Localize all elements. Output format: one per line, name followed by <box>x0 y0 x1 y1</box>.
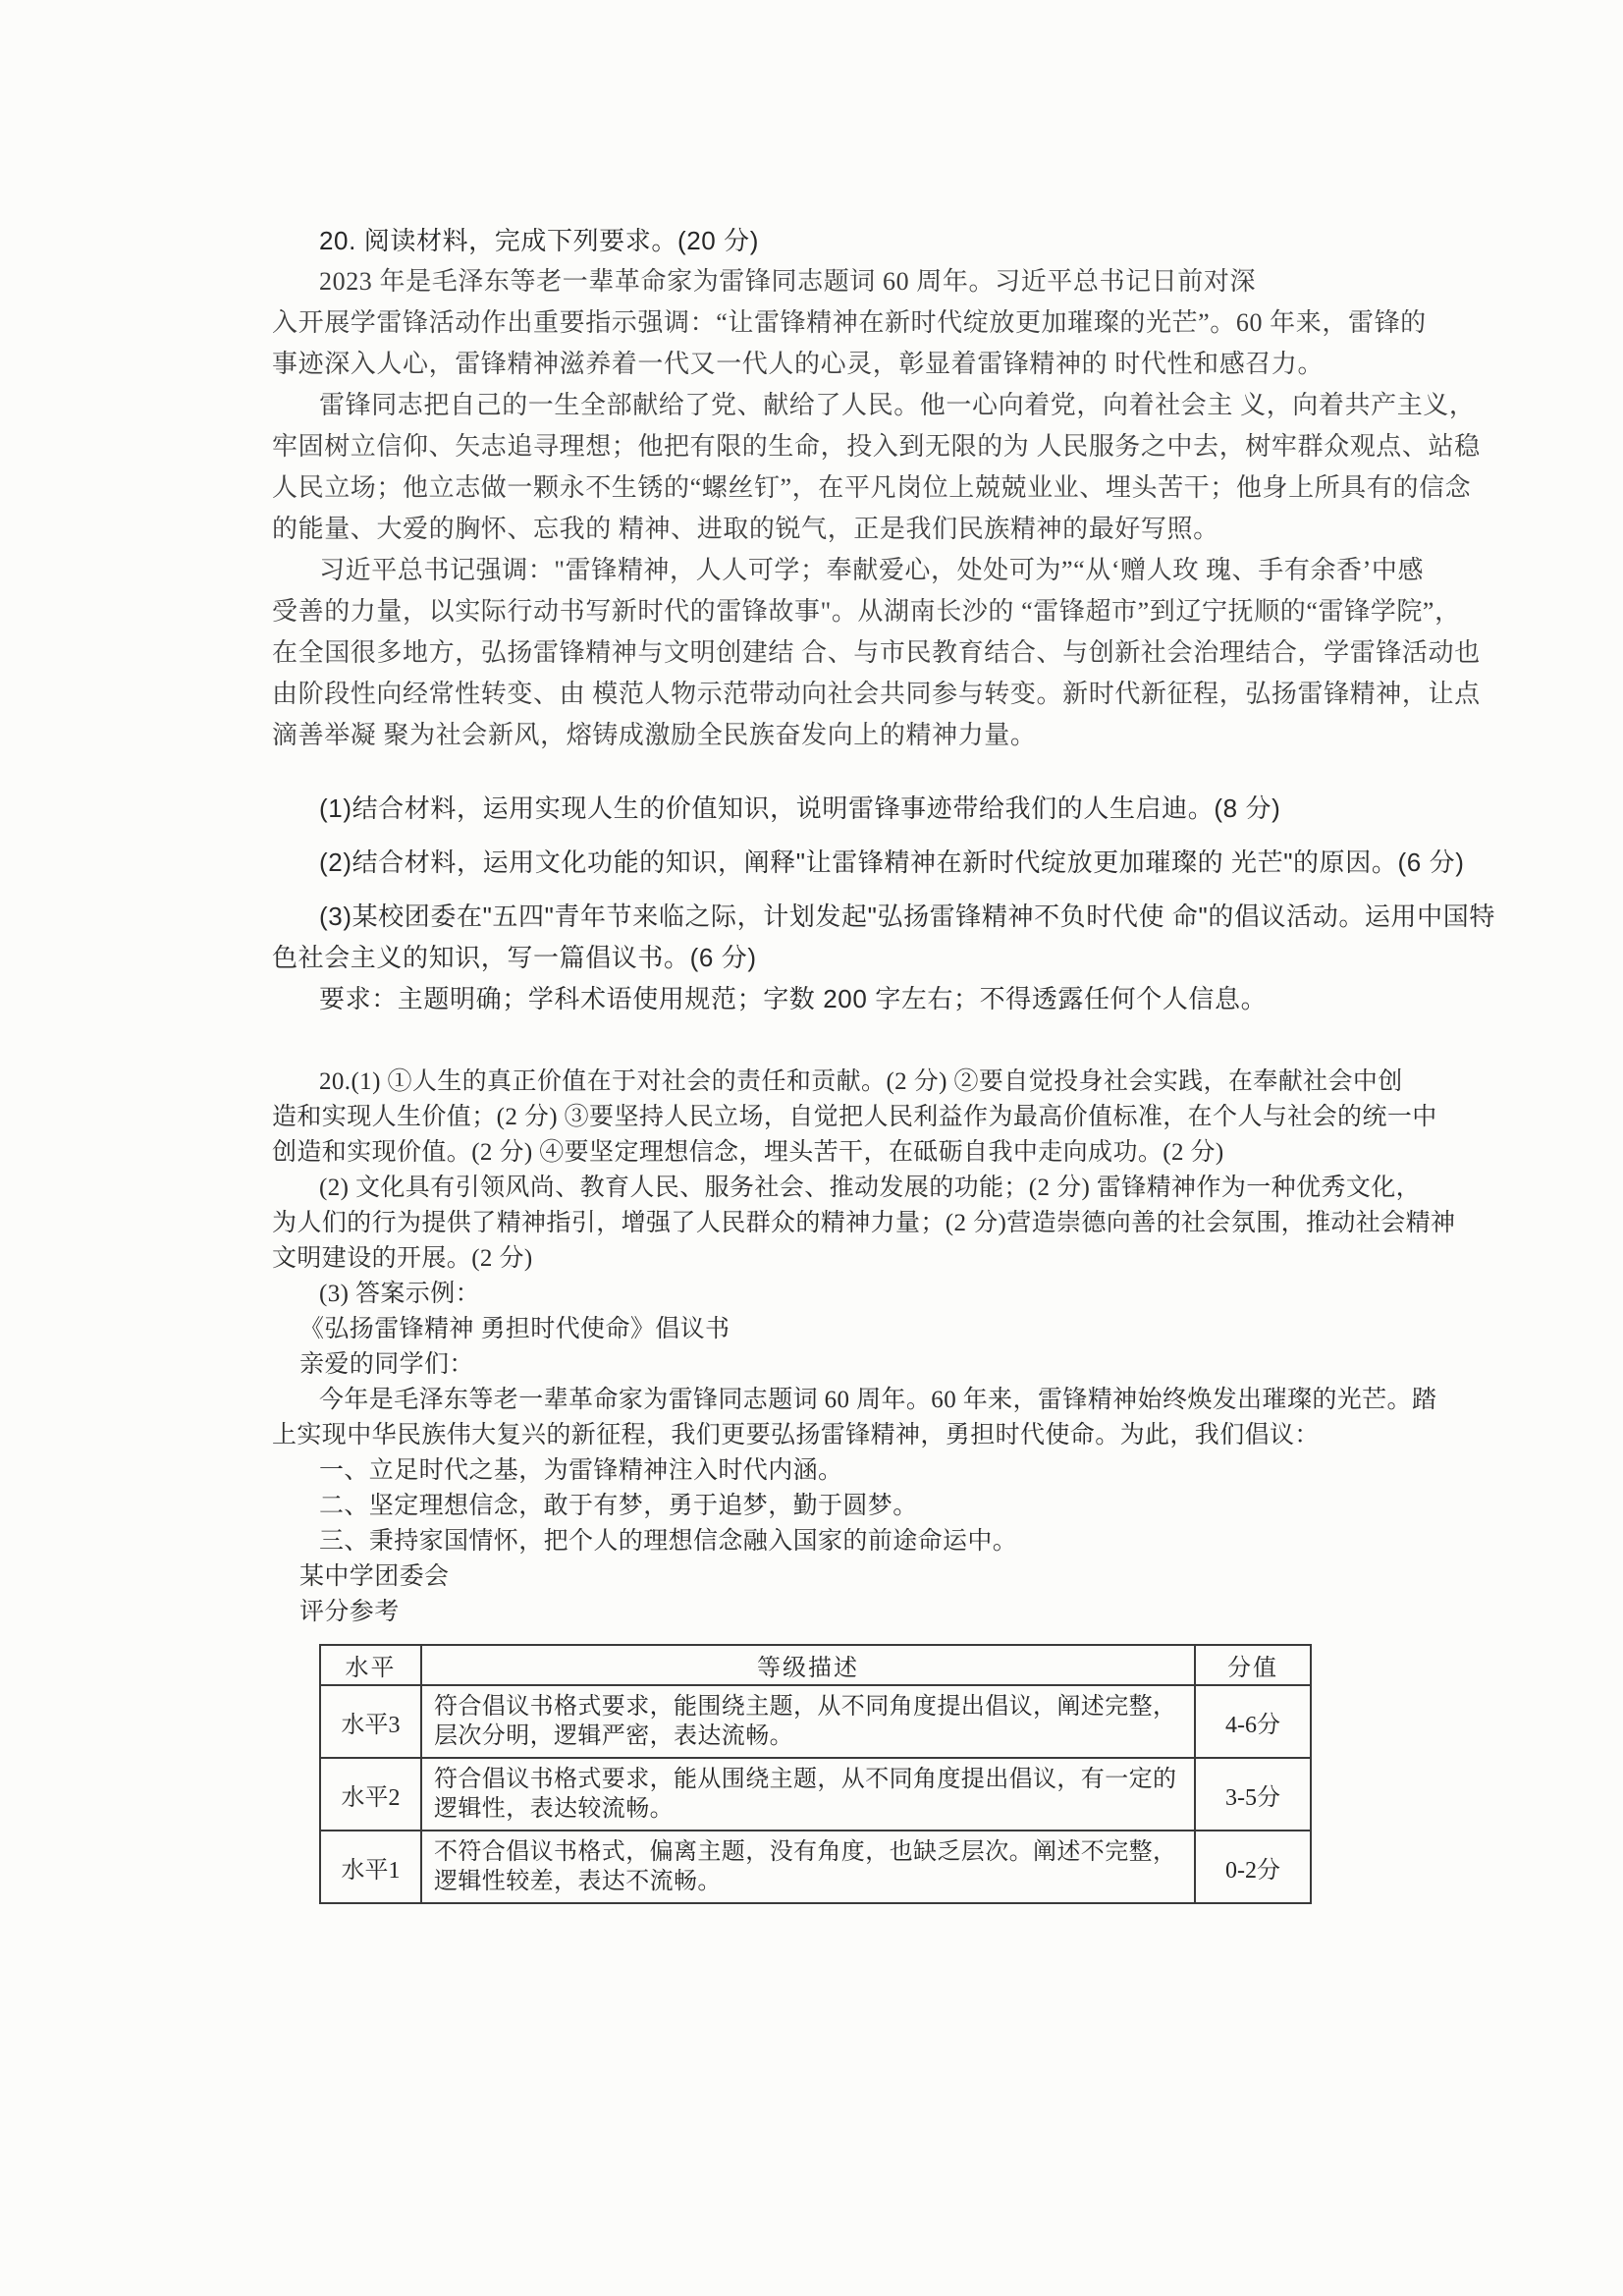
text-line: 上实现中华民族伟大复兴的新征程，我们更要弘扬雷锋精神，勇担时代使命。为此，我们倡议： <box>272 1422 1320 1449</box>
text-line: 20.(1) ①人生的真正价值在于对社会的责任和贡献。(2 分) ②要自觉投身社会实践，在奉献社会中创 <box>319 1068 1403 1095</box>
text-line: 的能量、大爱的胸怀、忘我的 精神、进取的锐气，正是我们民族精神的最好写照。 <box>272 515 1219 543</box>
text-line: 二、坚定理想信念，敢于有梦，勇于追梦，勤于圆梦。 <box>319 1493 918 1519</box>
text-line: 受善的力量，以实际行动书写新时代的雷锋故事"。从湖南长沙的 “雷锋超市”到辽宁抚顺的“雷锋学院”， <box>272 597 1461 626</box>
text-line: 雷锋同志把自己的一生全部献给了党、献给了人民。他一心向着党，向着社会主 义，向着共产主义， <box>319 391 1476 419</box>
text-line: 评分参考 <box>299 1599 400 1625</box>
rubric-header-desc: 等级描述 <box>421 1645 1195 1685</box>
rubric-score-cell: 4-6分 <box>1195 1685 1311 1758</box>
rubric-header-level: 水平 <box>320 1645 421 1685</box>
text-line: 今年是毛泽东等老一辈革命家为雷锋同志题词 60 周年。60 年来，雷锋精神始终焕发出璀璨的光芒。踏 <box>319 1387 1437 1413</box>
answer-section <box>272 1065 1486 1630</box>
rubric-desc-cell: 符合倡议书格式要求，能从围绕主题，从不同角度提出倡议，有一定的逻辑性，表达较流畅。 <box>421 1758 1195 1831</box>
text-line: 2023 年是毛泽东等老一辈革命家为雷锋同志题词 60 周年。习近平总书记日前对深 <box>319 267 1257 296</box>
text-line: 人民立场；他立志做一颗永不生锈的“螺丝钉”，在平凡岗位上兢兢业业、埋头苦干；他身上所具有的信念 <box>272 473 1472 502</box>
text-line: 亲爱的同学们： <box>299 1351 474 1378</box>
rubric-row <box>320 1831 1311 1903</box>
text-line: 《弘扬雷锋精神 勇担时代使命》倡议书 <box>299 1316 730 1342</box>
question-items <box>272 788 1495 978</box>
rubric-header-row <box>320 1645 1311 1685</box>
text-line: 为人们的行为提供了精神指引，增强了人民群众的精神力量；(2 分)营造崇德向善的社会氛围，推动社会精神 <box>272 1210 1456 1236</box>
text-line: 某中学团委会 <box>299 1563 450 1590</box>
rubric-score-cell: 3-5分 <box>1195 1758 1311 1831</box>
text-line: 在全国很多地方，弘扬雷锋精神与文明创建结 合、与市民教育结合、与创新社会治理结合，学雷锋活动也 <box>272 638 1481 667</box>
text-line: 由阶段性向经常性转变、由 模范人物示范带动向社会共同参与转变。新时代新征程，弘扬雷锋精神，让点 <box>272 680 1481 708</box>
question-heading: 20. 阅读材料，完成下列要求。(20 分) <box>319 226 760 255</box>
rubric-row <box>320 1685 1311 1758</box>
rubric-level-cell: 水平1 <box>320 1831 421 1903</box>
rubric-score-cell: 0-2分 <box>1195 1831 1311 1903</box>
rubric-desc-cell: 符合倡议书格式要求，能围绕主题，从不同角度提出倡议，阐述完整，层次分明，逻辑严密，表达流畅。 <box>421 1685 1195 1758</box>
rubric-table <box>319 1644 1312 1904</box>
text-line: 三、秉持家国情怀，把个人的理想信念融入国家的前途命运中。 <box>319 1528 1018 1555</box>
text-line: 一、立足时代之基，为雷锋精神注入时代内涵。 <box>319 1457 843 1484</box>
text-line: 牢固树立信仰、矢志追寻理想；他把有限的生命，投入到无限的为 人民服务之中去，树牢群众观点、站稳 <box>272 432 1481 461</box>
text-line: (2) 文化具有引领风尚、教育人民、服务社会、推动发展的功能；(2 分) 雷锋精神作为一种优秀文化， <box>319 1175 1422 1201</box>
text-line: 创造和实现价值。(2 分) ④要坚定理想信念，埋头苦干，在砥砺自我中走向成功。(2 分) <box>272 1139 1224 1166</box>
material-paragraphs <box>272 261 1486 756</box>
rubric-level-cell: 水平3 <box>320 1685 421 1758</box>
text-line: (1)结合材料，运用实现人生的价值知识，说明雷锋事迹带给我们的人生启迪。(8 分) <box>319 793 1281 823</box>
rubric-level-cell: 水平2 <box>320 1758 421 1831</box>
text-line: (3)某校团委在"五四"青年节来临之际，计划发起"弘扬雷锋精神不负时代使 命"的倡议活动。运用中国特 <box>319 902 1495 931</box>
text-line: 文明建设的开展。(2 分) <box>272 1245 533 1272</box>
text-line: 造和实现人生价值；(2 分) ③要坚持人民立场，自觉把人民利益作为最高价值标准，在个人与社会的统一中 <box>272 1104 1437 1130</box>
text-line: (2)结合材料，运用文化功能的知识，阐释"让雷锋精神在新时代绽放更加璀璨的 光芒"的原因。(6 分) <box>319 847 1465 877</box>
rubric-header-score: 分值 <box>1195 1645 1311 1685</box>
text-line: 习近平总书记强调："雷锋精神，人人可学；奉献爱心，处处可为”“从‘赠人玫 瑰、手有余香’中感 <box>319 556 1425 584</box>
requirements-line: 要求：主题明确；学科术语使用规范；字数 200 字左右；不得透露任何个人信息。 <box>319 984 1268 1013</box>
text-line: 色社会主义的知识，写一篇倡议书。(6 分) <box>272 943 757 972</box>
text-line: (3) 答案示例： <box>319 1281 481 1307</box>
text-line: 入开展学雷锋活动作出重要指示强调：“让雷锋精神在新时代绽放更加璀璨的光芒”。60 年来，雷锋的 <box>272 308 1427 337</box>
text-line: 事迹深入人心，雷锋精神滋养着一代又一代人的心灵，彰显着雷锋精神的 时代性和感召力。 <box>272 350 1325 378</box>
text-line: 滴善举凝 聚为社会新风，熔铸成激励全民族奋发向上的精神力量。 <box>272 721 1037 749</box>
rubric-row <box>320 1758 1311 1831</box>
rubric-desc-cell: 不符合倡议书格式，偏离主题，没有角度，也缺乏层次。阐述不完整，逻辑性较差，表达不流畅。 <box>421 1831 1195 1903</box>
